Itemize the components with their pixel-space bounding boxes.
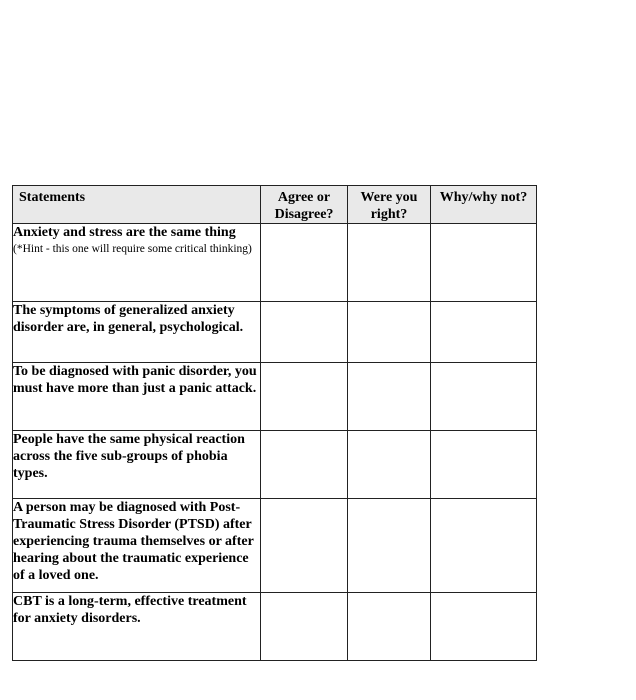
header-were-you-right: Were you right? [348, 186, 431, 224]
agree-answer-cell[interactable] [261, 363, 348, 431]
statement-cell [13, 224, 261, 302]
agree-answer-cell[interactable] [261, 431, 348, 499]
table-row [13, 593, 537, 661]
right-answer-cell[interactable] [348, 593, 431, 661]
agree-answer-cell[interactable] [261, 593, 348, 661]
header-agree-or-disagree: Agree or Disagree? [261, 186, 348, 224]
why-answer-cell[interactable] [431, 363, 537, 431]
table-row [13, 431, 537, 499]
statement-text: People have the same physical reaction across the five sub-groups of phobia types. [13, 432, 245, 481]
agree-answer-cell[interactable] [261, 499, 348, 593]
right-answer-cell[interactable] [348, 499, 431, 593]
statement-cell [13, 499, 261, 593]
table-row [13, 363, 537, 431]
why-answer-cell[interactable] [431, 593, 537, 661]
right-answer-cell[interactable] [348, 363, 431, 431]
why-answer-cell[interactable] [431, 224, 537, 302]
why-answer-cell[interactable] [431, 431, 537, 499]
statement-text: A person may be diagnosed with Post-Traumatic Stress Disorder (PTSD) after experiencing trauma themselves or after hearing about the traumatic experience of a loved one. [13, 500, 254, 583]
hint-text: (*Hint - this one will require some critical thinking) [13, 243, 252, 255]
statement-cell [13, 302, 261, 363]
table-header-row [13, 186, 537, 224]
statement-cell [13, 431, 261, 499]
table-row [13, 499, 537, 593]
why-answer-cell[interactable] [431, 302, 537, 363]
statement-text: To be diagnosed with panic disorder, you must have more than just a panic attack. [13, 364, 257, 396]
right-answer-cell[interactable] [348, 431, 431, 499]
right-answer-cell[interactable] [348, 224, 431, 302]
right-answer-cell[interactable] [348, 302, 431, 363]
agree-answer-cell[interactable] [261, 302, 348, 363]
statement-text: CBT is a long-term, effective treatment for anxiety disorders. [13, 594, 247, 626]
agree-answer-cell[interactable] [261, 224, 348, 302]
table-row [13, 224, 537, 302]
statement-cell [13, 363, 261, 431]
statements-table [12, 185, 537, 661]
statement-text: Anxiety and stress are the same thing [13, 225, 236, 240]
header-why-why-not: Why/why not? [431, 186, 537, 224]
header-statements: Statements [13, 186, 261, 224]
why-answer-cell[interactable] [431, 499, 537, 593]
statement-text: The symptoms of generalized anxiety disorder are, in general, psychological. [13, 303, 244, 335]
statement-cell [13, 593, 261, 661]
table-row [13, 302, 537, 363]
